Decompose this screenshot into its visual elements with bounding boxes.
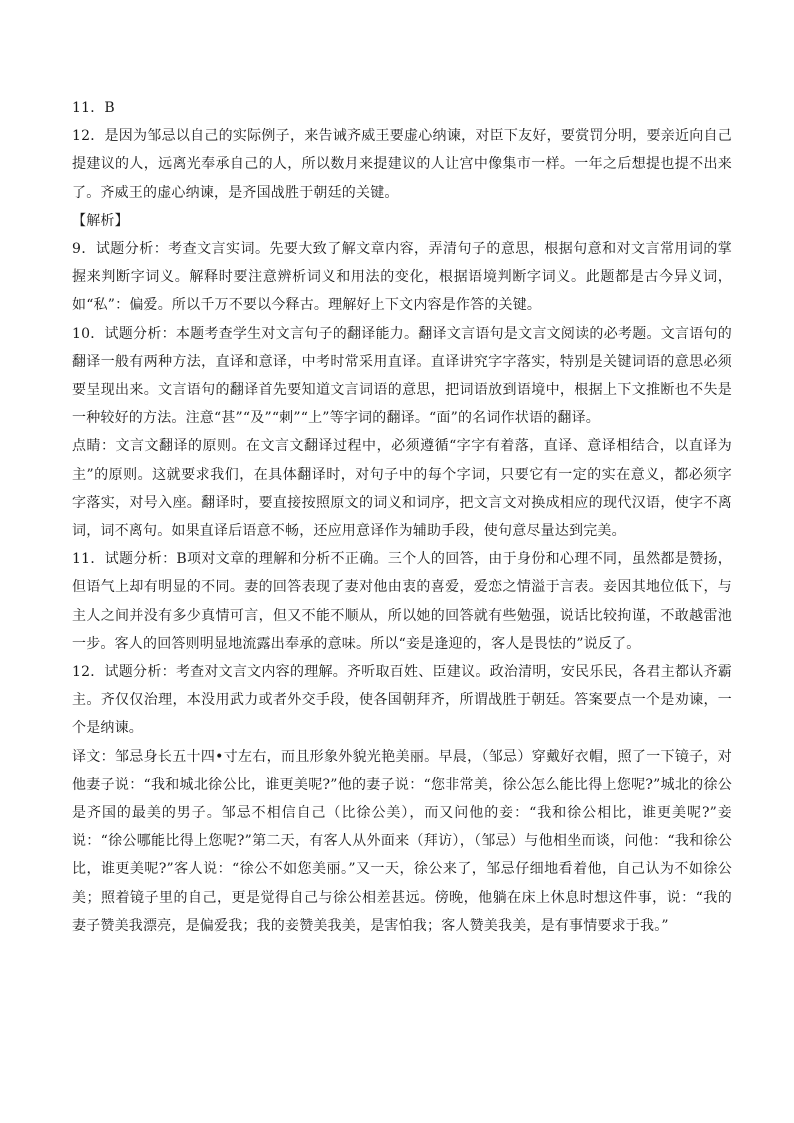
translation: 译文：邹忌身长五十四•寸左右，而且形象外貌光艳美丽。早晨，（邹忌）穿戴好衣帽，照了一下镜子，对他妻子说：“我和城北徐公比，谁更美呢?”他的妻子说：“您非常美，徐公怎么能比得上您呢?”城北的徐公是齐国的最美的男子。邹忌不相信自己（比徐公美），而又问他的妾：“我和徐公相比，谁更美呢?”妾说：“徐公哪能比得上您呢?”第二天，有客人从外面来（拜访），（邹忌）与他相坐而谈，问他：“我和徐公比，谁更美呢?”客人说：“徐公不如您美丽。”又一天，徐公来了，邹忌仔细地看着他，自己认为不如徐公美；照着镜子里的自己，更是觉得自己与徐公相差甚远。傍晚，他躺在床上休息时想这件事，说：“我的妻子赞美我漂亮，是偏爱我；我的妾赞美我美，是害怕我；客人赞美我美，是有事情要求于我。” (72, 748, 732, 934)
answer-11: 11．B (72, 100, 115, 116)
key-point-note: 点睛：文言文翻译的原则。在文言文翻译过程中，必须遵循“字字有着落，直译、意译相结合，以直译为主”的原则。这就要求我们，在具体翻译时，对句子中的每个字词，只要它有一定的实在意义，都必须字字落实，对号入座。翻译时，要直接按照原文的词义和词序，把文言文对换成相应的现代汉语，使字不离词，词不离句。如果直译后语意不畅，还应用意译作为辅助手段，使句意尽量达到完美。 (72, 438, 732, 540)
analysis-12: 12．试题分析：考查对文言文内容的理解。齐听取百姓、臣建议。政治清明，安民乐民，各君主都认齐霸主。齐仅仅治理，本没用武力或者外交手段，使各国朝拜齐，所谓战胜于朝廷。答案要点一个是劝谏，一个是纳谏。 (72, 664, 732, 737)
answer-12: 12．是因为邹忌以自己的实际例子，来告诫齐威王要虚心纳谏，对臣下友好，要赏罚分明，要亲近向自己提建议的人，远离光奉承自己的人，所以数月来提建议的人让宫中像集市一样。一年之后想提也提不出来了。齐威王的虚心纳谏，是齐国战胜于朝廷的关键。 (72, 128, 732, 201)
document-page (72, 94, 732, 940)
analysis-11: 11．试题分析：B项对文章的理解和分析不正确。三个人的回答，由于身份和心理不同，虽然都是赞扬，但语气上却有明显的不同。妻的回答表现了妻对他由衷的喜爱，爱恋之情溢于言表。妾因其地位低下，与主人之间并没有多少真情可言，但又不能不顺从，所以她的回答就有些勉强，说话比较拘谨，不敢越雷池一步。客人的回答则明显地流露出奉承的意味。所以“妾是逢迎的，客人是畏怯的”说反了。 (72, 551, 732, 652)
section-heading-analysis: 【解析】 (72, 212, 129, 229)
analysis-10: 10．试题分析：本题考查学生对文言句子的翻译能力。翻译文言语句是文言文阅读的必考题。文言语句的翻译一般有两种方法，直译和意译，中考时常采用直译。直译讲究字字落实，特别是关键词语的意思必须要呈现出来。文言语句的翻译首先要知道文言词语的意思，把词语放到语境中，根据上下文推断也不失是一种较好的方法。注意“甚”“及”“刺”“上”等字词的翻译。“面”的名词作状语的翻译。 (72, 325, 732, 427)
analysis-9: 9．试题分析：考查文言实词。先要大致了解文章内容，弄清句子的意思，根据句意和对文言常用词的掌握来判断字词义。解释时要注意辨析词义和用法的变化，根据语境判断字词义。此题都是古今异义词，如“私”：偏爱。所以千万不要以今释古。理解好上下文内容是作答的关键。 (72, 241, 732, 314)
